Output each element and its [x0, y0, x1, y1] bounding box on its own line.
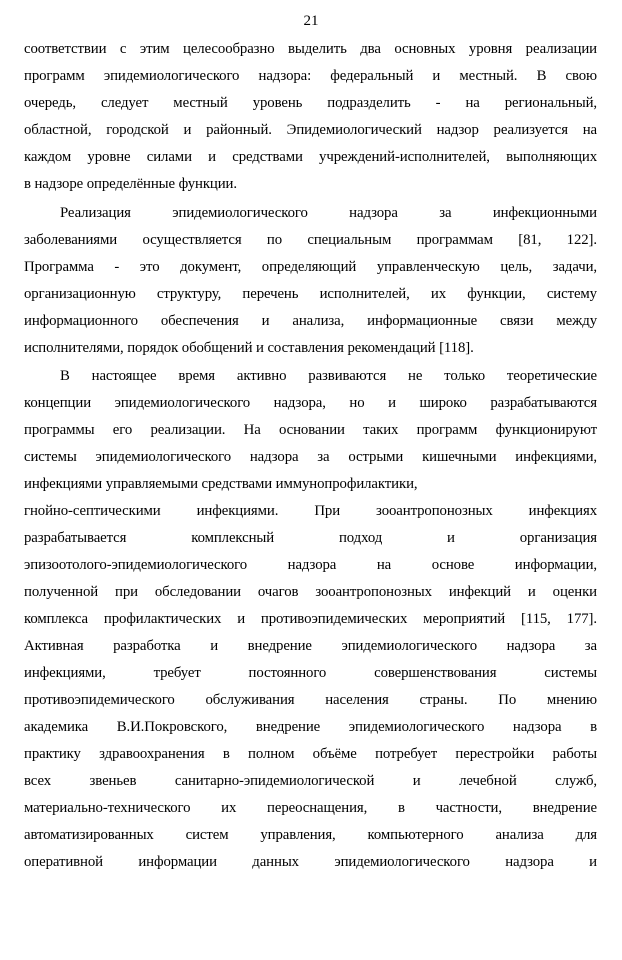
text-line: организационную структуру, перечень исполнителей, их функции, систему — [24, 286, 597, 302]
text-line-first: В настоящее время активно развиваются не только теоретические — [60, 368, 597, 384]
text-line-last: в надзоре определённые функции. — [24, 176, 237, 192]
text-line: всех звеньев санитарно-эпидемиологической и лечебной служб, — [24, 773, 597, 789]
text-line-last: исполнителями, порядок обобщений и составления рекомендаций [118]. — [24, 340, 474, 356]
text-line: соответствии с этим целесообразно выделить два основных уровня реализации — [24, 41, 597, 57]
text-line: разрабатывается комплексный подход и организация — [24, 530, 597, 546]
text-line: областной, городской и районный. Эпидемиологический надзор реализуется на — [24, 122, 597, 138]
text-line: практику здравоохранения в полном объёме потребует перестройки работы — [24, 746, 597, 762]
text-line: автоматизированных систем управления, компьютерного анализа для — [24, 827, 597, 843]
text-line: полученной при обследовании очагов зооантропонозных инфекций и оценки — [24, 584, 597, 600]
text-line: Программа - это документ, определяющий управленческую цель, задачи, — [24, 259, 597, 275]
text-line: оперативной информации данных эпидемиологического надзора и — [24, 854, 597, 870]
text-line: материально-технического их переоснащения, в частности, внедрение — [24, 800, 597, 816]
page-number: 21 — [303, 13, 319, 29]
text-line: академика В.И.Покровского, внедрение эпидемиологического надзора в — [24, 719, 597, 735]
text-line: инфекциями, требует постоянного совершенствования системы — [24, 665, 597, 681]
text-line: противоэпидемического обслуживания населения страны. По мнению — [24, 692, 597, 708]
text-line: комплекса профилактических и противоэпидемических мероприятий [115, 177]. — [24, 611, 597, 627]
text-line: очередь, следует местный уровень подразделить - на региональный, — [24, 95, 597, 111]
text-line: информационного обеспечения и анализа, информационные связи между — [24, 313, 597, 329]
text-line: эпизоотолого-эпидемиологического надзора на основе информации, — [24, 557, 597, 573]
text-line: гнойно-септическими инфекциями. При зооантропонозных инфекциях — [24, 503, 597, 519]
text-line: каждом уровне силами и средствами учреждений-исполнителей, выполняющих — [24, 149, 597, 165]
text-line-first: Реализация эпидемиологического надзора за инфекционными — [60, 205, 597, 221]
text-line: инфекциями управляемыми средствами иммунопрофилактики, — [24, 476, 418, 492]
text-line: Активная разработка и внедрение эпидемиологического надзора за — [24, 638, 597, 654]
text-line: программы его реализации. На основании таких программ функционируют — [24, 422, 597, 438]
text-line: заболеваниями осуществляется по специальным программам [81, 122]. — [24, 232, 597, 248]
text-line: концепции эпидемиологического надзора, но и широко разрабатываются — [24, 395, 597, 411]
text-line: системы эпидемиологического надзора за острыми кишечными инфекциями, — [24, 449, 597, 465]
text-line: программ эпидемиологического надзора: федеральный и местный. В свою — [24, 68, 597, 84]
